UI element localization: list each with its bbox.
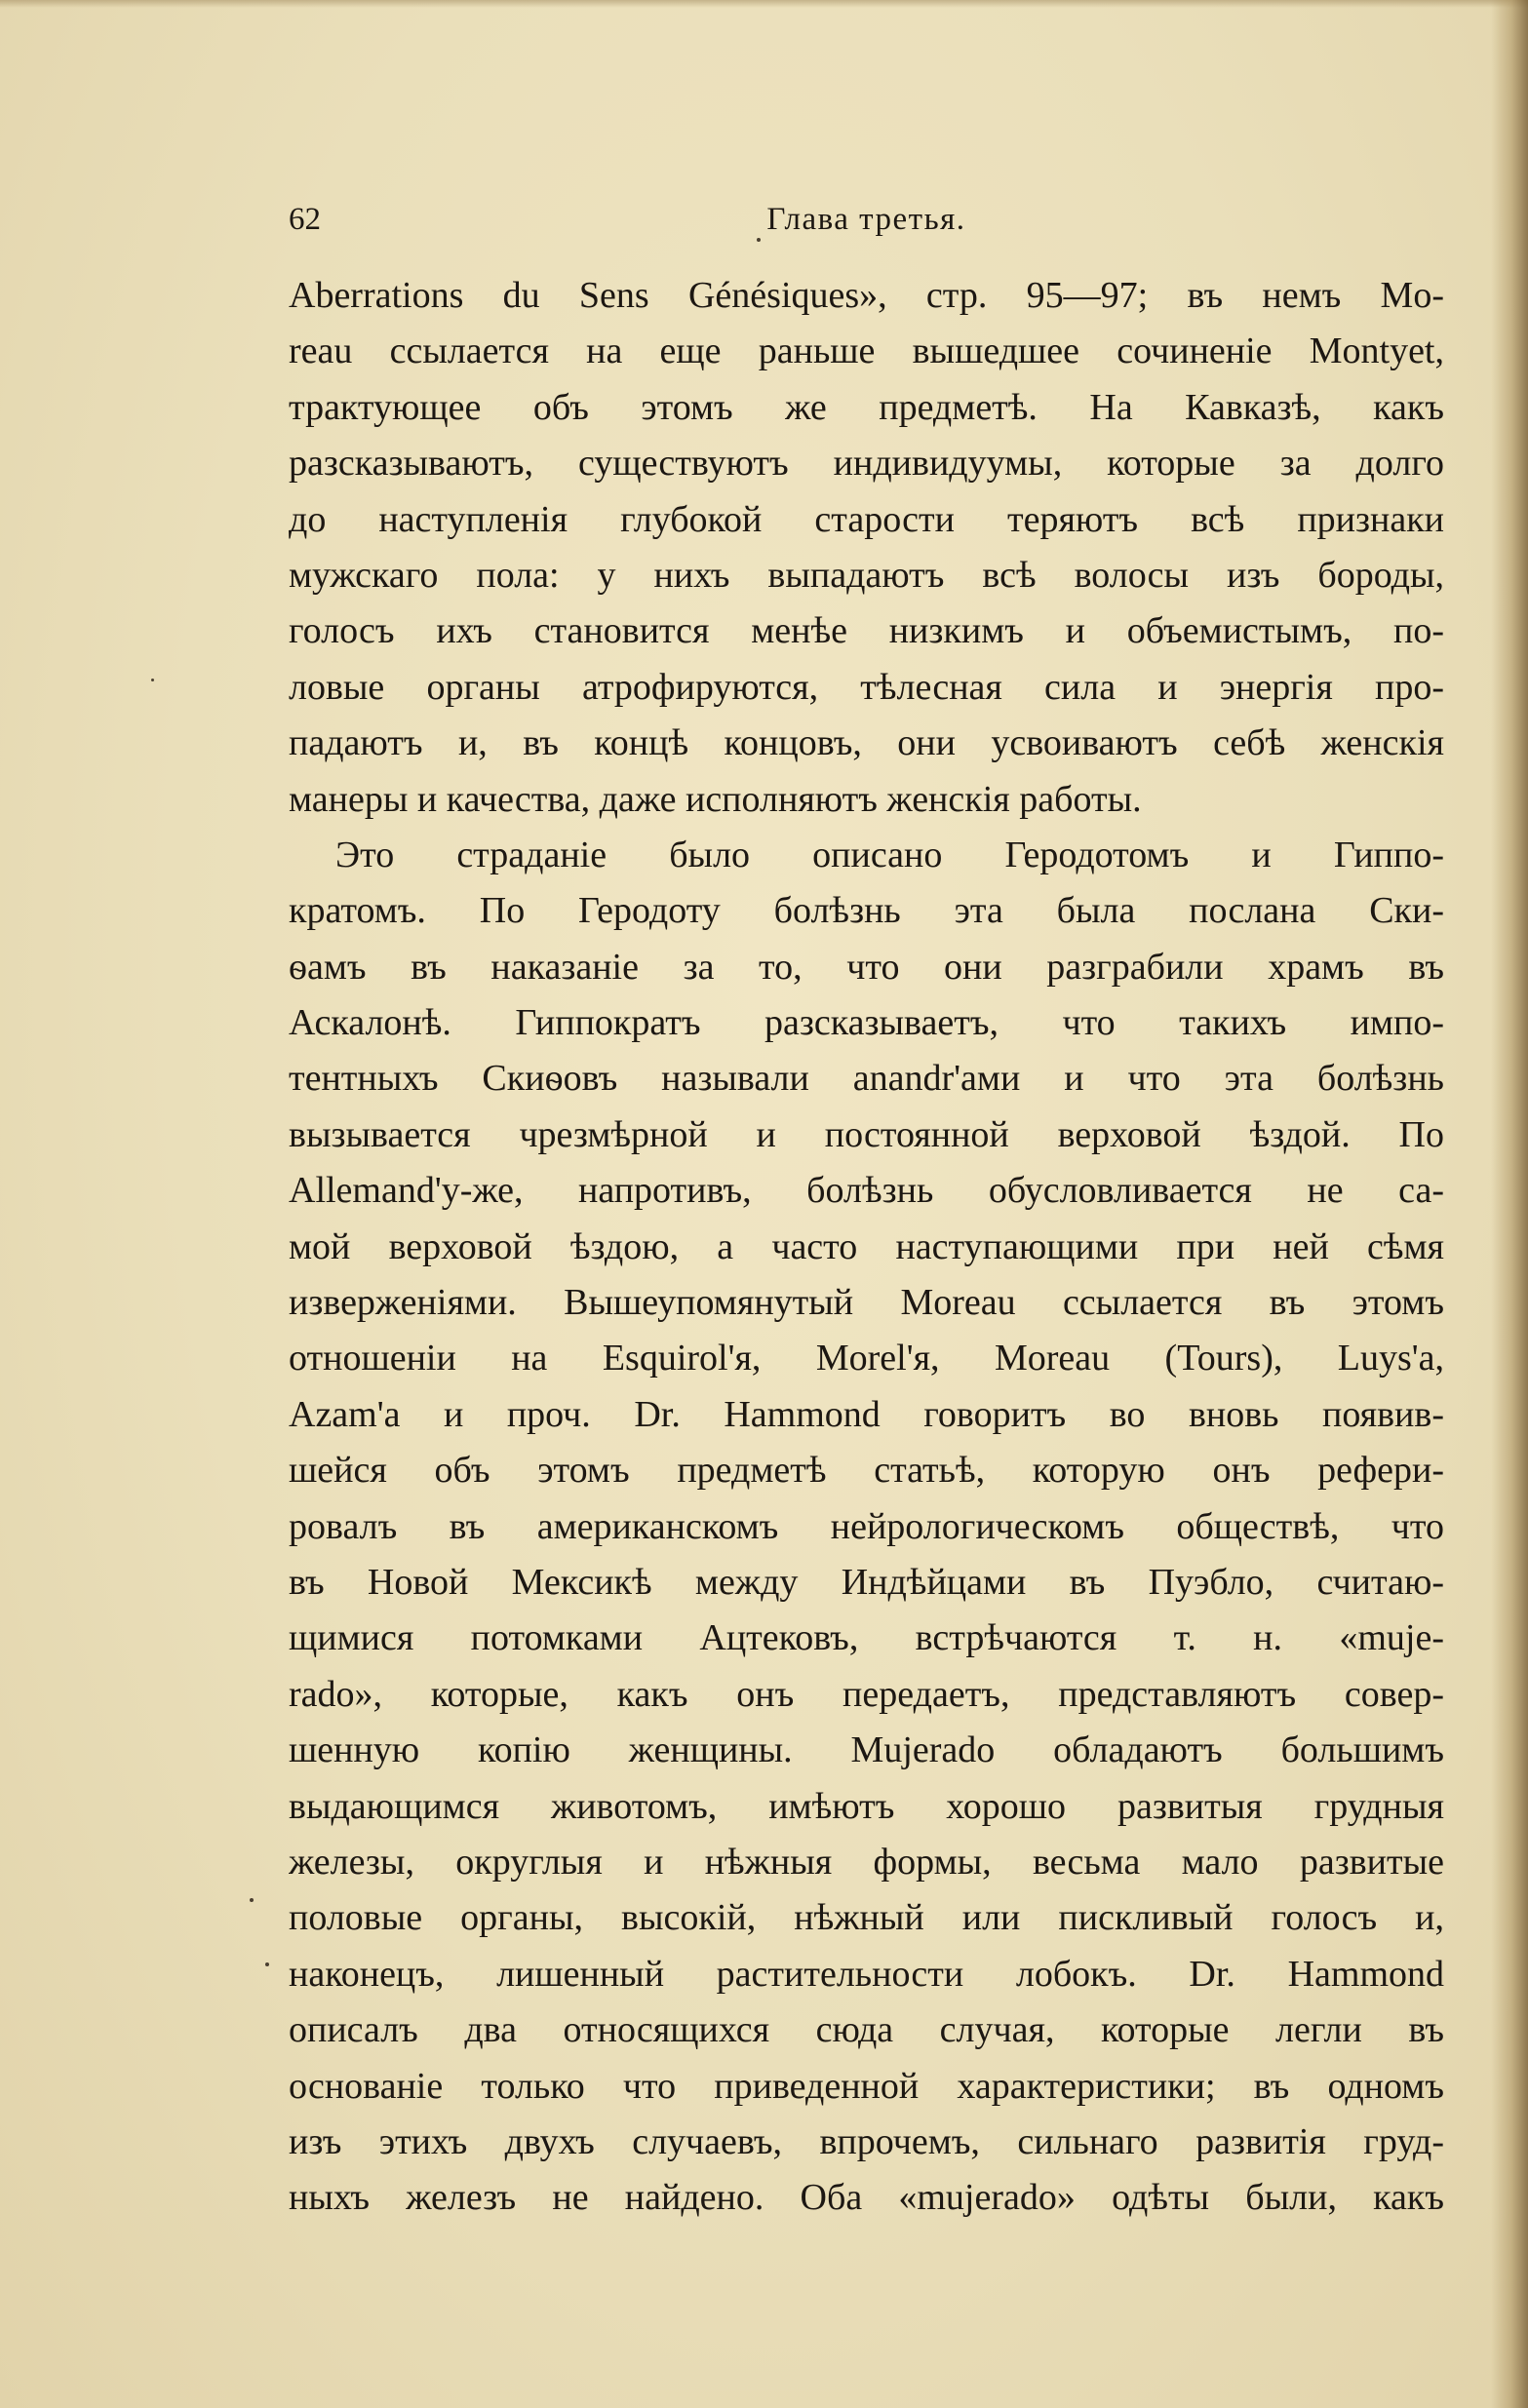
- paragraph-end-line: манеры и качества, даже исполняютъ женскія работы.: [289, 778, 1142, 820]
- text-line: rado», которые, какъ онъ передаетъ, представляютъ совер-: [289, 1673, 1444, 1715]
- paper-speck: [250, 1898, 254, 1902]
- chapter-title: Глава третья.: [766, 202, 966, 237]
- text-line: тентныхъ Скиѳовъ называли anandr'ами и что эта болѣзнь: [289, 1058, 1444, 1100]
- text-line: мой верховой ѣздою, а часто наступающими при ней сѣмя: [289, 1225, 1444, 1267]
- text-line: изъ этихъ двухъ случаевъ, впрочемъ, сильнаго развитія груд-: [289, 2120, 1444, 2162]
- text-line: ровалъ въ американскомъ нейрологическомъ обществѣ, что: [289, 1505, 1444, 1547]
- text-line: шенную копію женщины. Mujerado обладаютъ большимъ: [289, 1729, 1444, 1771]
- page-number: 62: [289, 202, 321, 237]
- text-line: трактующее объ этомъ же предметѣ. На Кавказѣ, какъ: [289, 386, 1444, 428]
- text-line: выдающимся животомъ, имѣютъ хорошо развитыя грудныя: [289, 1785, 1444, 1827]
- text-line: описалъ два относящихся сюда случая, которые легли въ: [289, 2009, 1444, 2051]
- text-line: ныхъ железъ не найдено. Оба «mujerado» одѣты были, какъ: [289, 2177, 1444, 2219]
- running-head: [289, 198, 1444, 241]
- text-line: падаютъ и, въ концѣ концовъ, они усвоиваютъ себѣ женскія: [289, 722, 1444, 764]
- text-line: разсказываютъ, существуютъ индивидуумы, которые за долго: [289, 443, 1444, 485]
- text-line: основаніе только что приведенной характеристики; въ одномъ: [289, 2065, 1444, 2107]
- text-line: мужскаго пола: у нихъ выпадаютъ всѣ волосы изъ бороды,: [289, 554, 1444, 596]
- paper-speck: [265, 1962, 269, 1966]
- text-line: вызывается чрезмѣрной и постоянной верховой ѣздой. По: [289, 1113, 1444, 1155]
- text-line: шейся объ этомъ предметѣ статьѣ, которую онъ рефери-: [289, 1450, 1444, 1492]
- paper-speck: [757, 238, 761, 242]
- text-line: щимися потомками Ацтековъ, встрѣчаются т. н. «muje-: [289, 1617, 1444, 1659]
- body-text: [289, 268, 1444, 2227]
- page-binding-shadow: [1491, 0, 1528, 2408]
- text-line: наконецъ, лишенный растительности лобокъ. Dr. Hammond: [289, 1953, 1444, 1995]
- text-line: Azam'a и проч. Dr. Hammond говоритъ во вновь появив-: [289, 1393, 1444, 1435]
- text-line: изверженіями. Вышеупомянутый Moreau ссылается въ этомъ: [289, 1282, 1444, 1324]
- text-line: ловые органы атрофируются, тѣлесная сила и энергія про-: [289, 666, 1444, 708]
- text-line: reau ссылается на еще раньше вышедшее сочиненіе Montyet,: [289, 330, 1444, 372]
- text-line: голосъ ихъ становится менѣе низкимъ и объемистымъ, по-: [289, 610, 1444, 652]
- text-line: въ Новой Мексикѣ между Индѣйцами въ Пуэбло, считаю-: [289, 1561, 1444, 1603]
- text-line: ѳамъ въ наказаніе за то, что они разграбили храмъ въ: [289, 946, 1444, 988]
- text-line: Аскалонѣ. Гиппократъ разсказываетъ, что такихъ импо-: [289, 1002, 1444, 1044]
- paper-speck: [151, 679, 154, 681]
- text-line: отношеніи на Esquirol'я, Morel'я, Moreau (Tours), Luys'a,: [289, 1338, 1444, 1379]
- page-top-edge: [0, 0, 1528, 8]
- text-line: половые органы, высокій, нѣжный или пискливый голосъ и,: [289, 1897, 1444, 1939]
- text-line: кратомъ. По Геродоту болѣзнь эта была послана Ски-: [289, 890, 1444, 932]
- paragraph-start-line: Это страданіе было описано Геродотомъ и Гиппо-: [335, 834, 1444, 875]
- text-line: до наступленія глубокой старости теряютъ всѣ признаки: [289, 498, 1444, 540]
- text-line: Aberrations du Sens Génésiques», стр. 95—97; въ немъ Mo-: [289, 275, 1444, 316]
- text-line: железы, округлыя и нѣжныя формы, весьма мало развитые: [289, 1841, 1444, 1883]
- text-line: Allemand'у-же, напротивъ, болѣзнь обусловливается не са-: [289, 1170, 1444, 1212]
